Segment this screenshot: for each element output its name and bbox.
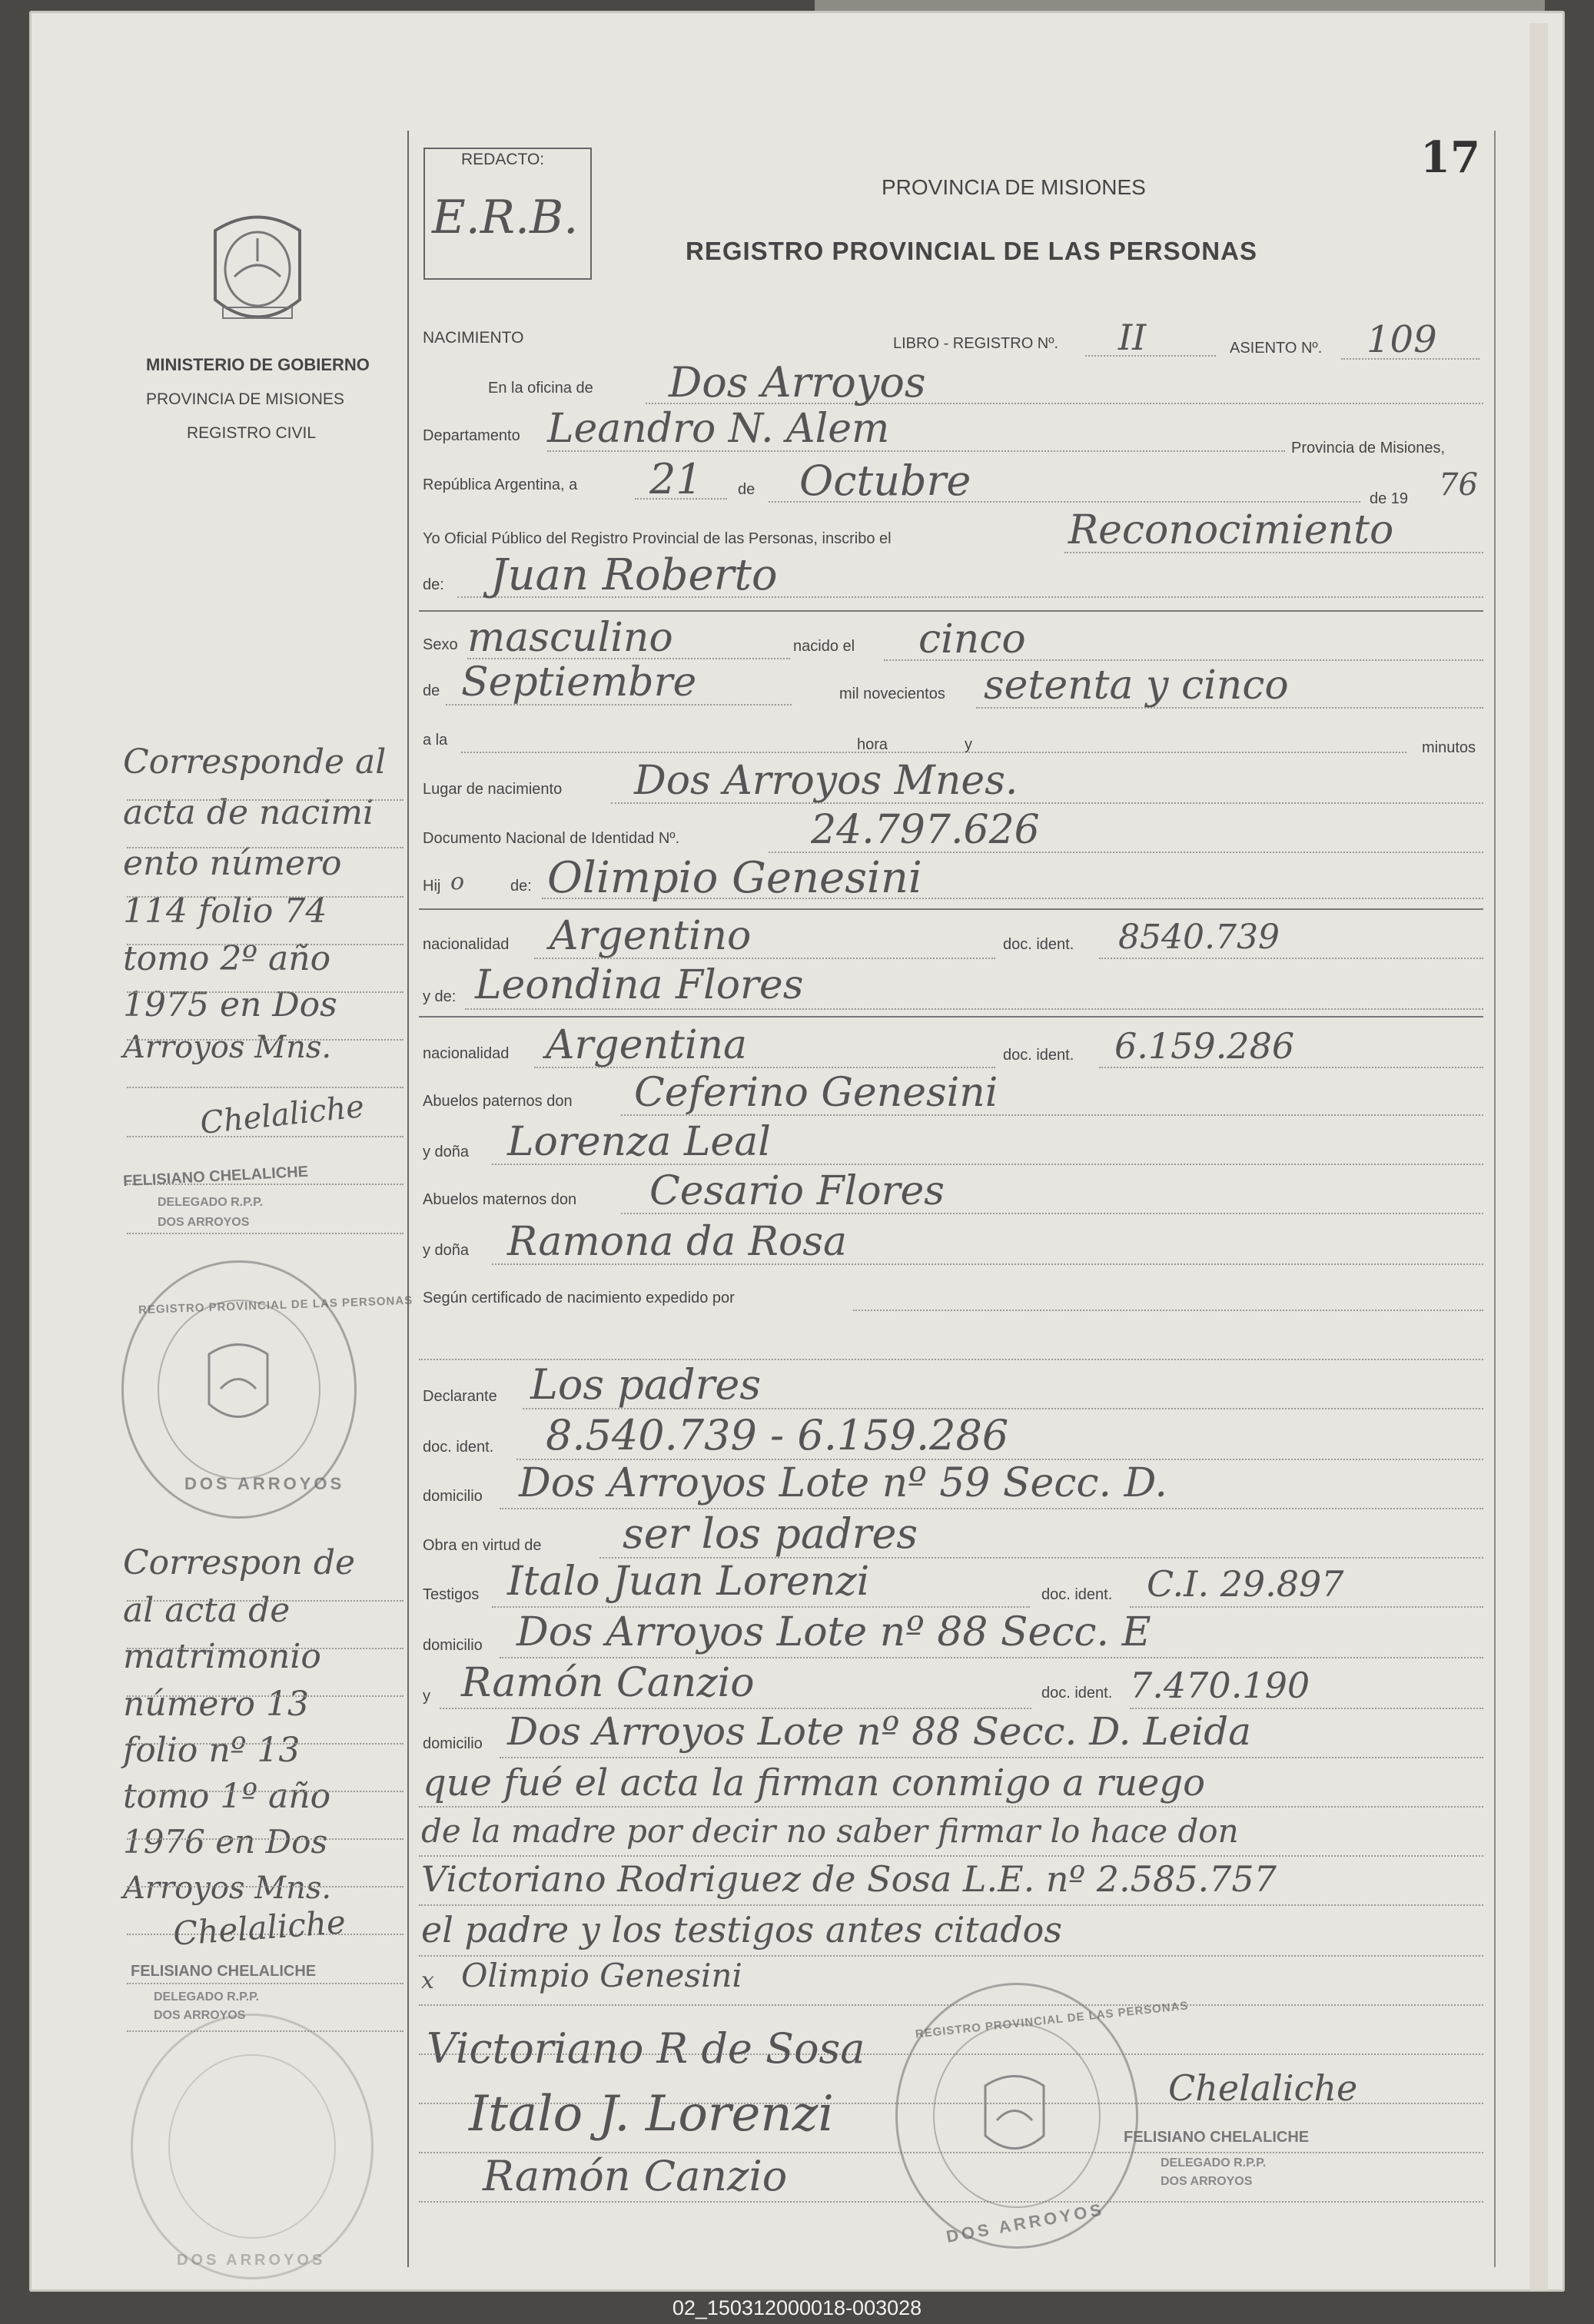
dom2-value: Dos Arroyos Lote nº 88 Secc. E (516, 1609, 1151, 1655)
inscribo-value: Reconocimiento (1068, 507, 1394, 553)
mil-label: mil novecientos (839, 686, 945, 702)
libro-value: II (1118, 317, 1147, 358)
obra-label: Obra en virtud de (423, 1537, 542, 1554)
seal-ring-top: REGISTRO PROVINCIAL DE LAS PERSONAS (915, 1999, 1190, 2041)
testigo1-value: Italo Juan Lorenzi (507, 1559, 870, 1605)
ala-label: a la (423, 732, 448, 749)
dom3-value: Dos Arroyos Lote nº 88 Secc. D. Leida (507, 1709, 1251, 1754)
hijo-suffix: o (450, 868, 465, 895)
am-label: Abuelos maternos don (423, 1191, 577, 1208)
dom1-value: Dos Arroyos Lote nº 59 Secc. D. (519, 1460, 1167, 1506)
nombre-value: Juan Roberto (490, 550, 778, 600)
obra-value: ser los padres (623, 1509, 918, 1558)
de-name-label: de: (423, 576, 444, 593)
asiento-label: ASIENTO Nº. (1230, 340, 1323, 357)
delegate-stamp-title: DELEGADO R.P.P. (1161, 2156, 1267, 2170)
doc1-value: 8540.739 (1118, 918, 1280, 957)
anio-value: 76 (1439, 467, 1478, 503)
margin-note-line: Arroyos Mns. (123, 1030, 332, 1065)
doc2-label: doc. ident. (1003, 1047, 1074, 1064)
header-province: PROVINCIA DE MISIONES (882, 175, 1146, 199)
cont-line-3: Victoriano Rodriguez de Sosa L.E. nº 2.585.757 (421, 1858, 1277, 1900)
page-number: 17 (1420, 132, 1480, 183)
nac1-value: Argentino (550, 913, 752, 959)
margin-note-line: folio nº 13 (123, 1731, 301, 1770)
segun-label: Según certificado de nacimiento expedido por (423, 1290, 735, 1306)
minutos-label: minutos (1422, 739, 1476, 756)
registry-seal (131, 2014, 374, 2279)
departamento-value: Leandro N. Alem (547, 406, 890, 452)
yde-label: y de: (423, 988, 457, 1005)
dom2-label: domicilio (423, 1637, 483, 1654)
margin-note-line: acta de nacimi (123, 793, 374, 832)
margin-note-line: al acta de (123, 1591, 291, 1630)
lugar-value: Dos Arroyos Mnes. (634, 758, 1018, 804)
lugar-label: Lugar de nacimiento (423, 781, 563, 798)
testigos-label: Testigos (423, 1586, 480, 1603)
am-dona-label: y doña (423, 1242, 470, 1259)
libro-label: LIBRO - REGISTRO Nº. (893, 335, 1059, 352)
ap-value: Ceferino Genesini (634, 1070, 998, 1116)
margin-note-line: número 13 (123, 1685, 309, 1724)
hijo-de-label: de: (510, 878, 532, 895)
nacido-label: nacido el (793, 638, 855, 655)
ap-dona-value: Lorenza Leal (507, 1119, 771, 1165)
margin-note-line: matrimonio (123, 1637, 321, 1676)
nac2-label: nacionalidad (423, 1045, 510, 1062)
page-number-rule (1494, 131, 1496, 2267)
doc5-label: doc. ident. (1041, 1685, 1113, 1702)
y-label: y (965, 736, 972, 753)
padre-signature: Olimpio Genesini (461, 1957, 742, 1994)
dom3-label: domicilio (423, 1735, 483, 1752)
padre-value: Olimpio Genesini (547, 853, 922, 903)
dom1-label: domicilio (423, 1488, 483, 1505)
hora-label: hora (857, 736, 888, 753)
anio-label: de 19 (1370, 490, 1409, 507)
margin-note-line: 1975 en Dos (123, 985, 337, 1024)
de-label: de (738, 481, 755, 498)
inscribo-label: Yo Oficial Público del Registro Provincial de las Personas, inscribo el (423, 530, 892, 547)
redacto-initials: E.R.B. (432, 191, 579, 244)
asiento-value: 109 (1367, 318, 1437, 361)
margin-note-line: 1976 en Dos (123, 1823, 328, 1861)
header-registry: REGISTRO PROVINCIAL DE LAS PERSONAS (686, 237, 1257, 265)
margin-note-line: Arroyos Mns. (123, 1871, 332, 1906)
cont-line-2: de la madre por decir no saber firmar lo hace don (421, 1812, 1239, 1850)
oficina-value: Dos Arroyos (669, 358, 926, 407)
nac1-label: nacionalidad (423, 936, 510, 953)
doc3-label: doc. ident. (423, 1439, 494, 1456)
provincia-label: Provincia de Misiones, (1291, 440, 1446, 456)
margin-note-line: tomo 1º año (123, 1777, 331, 1816)
delegate-stamp-name: FELISIANO CHELALICHE (1124, 2129, 1310, 2146)
delegate-stamp-name: FELISIANO CHELALICHE (131, 1963, 317, 1980)
margin-note-line: Correspon de (123, 1543, 356, 1582)
departamento-label: Departamento (423, 427, 520, 444)
margin-divider (407, 131, 409, 2267)
doc5-value: 7.470.190 (1130, 1665, 1310, 1706)
oficina-label: En la oficina de (488, 380, 593, 397)
seal-emblem-icon (978, 2070, 1051, 2163)
ministry-title: MINISTERIO DE GOBIERNO (146, 355, 370, 374)
doc4-label: doc. ident. (1041, 1586, 1113, 1603)
doc1-label: doc. ident. (1003, 936, 1074, 953)
delegate-signature: Chelaliche (1168, 2067, 1358, 2109)
delegate-signature: Chelaliche (171, 1903, 347, 1953)
testigo1-signature: Italo J. Lorenzi (469, 2086, 834, 2143)
seal-ring-bottom: DOS ARROYOS (945, 2200, 1106, 2246)
nacido-value: cinco (918, 616, 1026, 662)
nac2-value: Argentina (546, 1022, 747, 1068)
ap-label: Abuelos paternos don (423, 1093, 573, 1110)
ministry-province: PROVINCIA DE MISIONES (146, 390, 344, 408)
seal-emblem-icon (201, 1339, 275, 1431)
record-type: NACIMIENTO (423, 329, 524, 347)
margin-note-line: tomo 2º año (123, 939, 331, 978)
delegate-stamp-title: DELEGADO R.P.P. (154, 1990, 260, 2004)
delegate-stamp-title: DELEGADO R.P.P. (158, 1196, 264, 1209)
seal-ring-bottom: DOS ARROYOS (177, 2252, 326, 2269)
margin-note-line: Corresponde al (123, 742, 387, 782)
seal-ring-bottom: DOS ARROYOS (184, 1474, 345, 1493)
mes-value: Octubre (799, 456, 971, 505)
testigo2-signature: Ramón Canzio (483, 2152, 788, 2200)
cont-line-4: el padre y los testigos antes citados (421, 1909, 1062, 1950)
margin-note-line: ento número (123, 844, 342, 883)
x-mark: x (421, 1967, 434, 1994)
declarante-label: Declarante (423, 1388, 497, 1405)
cont-line-1: que fué el acta la firman conmigo a ruego (423, 1761, 1206, 1804)
ruego-signature: Victoriano R de Sosa (427, 2024, 865, 2073)
image-caption: 02_150312000018-003028 (0, 2292, 1594, 2324)
de-mes-label: de (423, 682, 440, 699)
hijo-label: Hij (423, 878, 441, 895)
redacto-label: REDACTO: (461, 151, 545, 168)
doc2-value: 6.159.286 (1114, 1025, 1295, 1067)
mes-nac-value: Septiembre (461, 659, 697, 706)
delegate-stamp-place: DOS ARROYOS (1161, 2175, 1253, 2188)
sexo-value: masculino (467, 615, 673, 661)
dni-value: 24.797.626 (811, 807, 1040, 853)
delegate-stamp-place: DOS ARROYOS (158, 1216, 250, 1229)
delegate-signature: Chelaliche (198, 1088, 366, 1142)
dni-label: Documento Nacional de Identidad Nº. (423, 830, 680, 847)
sexo-label: Sexo (423, 636, 458, 653)
am-dona-value: Ramona da Rosa (507, 1219, 847, 1265)
y2-label: y (423, 1688, 430, 1705)
am-value: Cesario Flores (649, 1168, 945, 1214)
ministry-office: REGISTRO CIVIL (187, 424, 317, 442)
madre-value: Leondina Flores (475, 962, 804, 1008)
republica-label: República Argentina, a (423, 476, 578, 493)
declarante-value: Los padres (530, 1360, 762, 1409)
provincial-coat-of-arms-icon (200, 208, 315, 338)
delegate-stamp-place: DOS ARROYOS (154, 2009, 246, 2022)
testigo2-value: Ramón Canzio (461, 1660, 755, 1706)
doc4-value: C.I. 29.897 (1147, 1563, 1344, 1605)
dia-value: 21 (649, 455, 702, 503)
doc3-value: 8.540.739 - 6.159.286 (546, 1411, 1009, 1459)
seal-ring-top: REGISTRO PROVINCIAL DE LAS PERSONAS (138, 1293, 413, 1317)
ap-dona-label: y doña (423, 1144, 470, 1160)
page-fold (1529, 23, 1548, 2290)
margin-note-line: 114 folio 74 (123, 891, 327, 931)
delegate-stamp-name: FELISIANO CHELALICHE (122, 1163, 309, 1190)
mil-value: setenta y cinco (984, 662, 1289, 709)
